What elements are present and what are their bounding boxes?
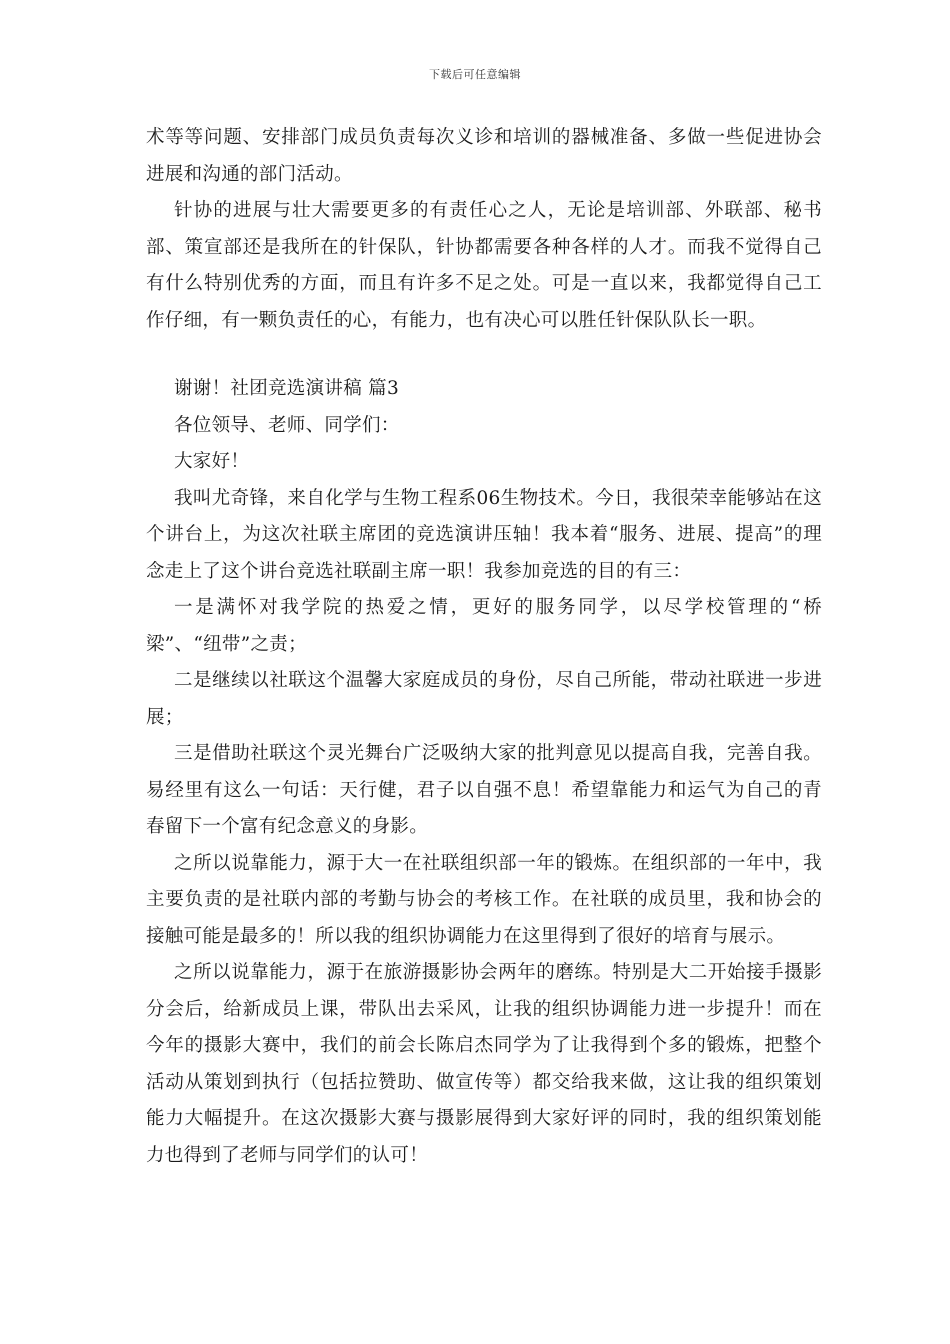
section-gap bbox=[146, 339, 822, 371]
section-title: 谢谢！社团竞选演讲稿 篇3 bbox=[174, 378, 400, 399]
paragraph: 我叫尤奇锋，来自化学与生物工程系06生物技术。今日，我很荣幸能够站在这个讲台上，为这次社联主席团的竞选演讲压轴！我本着“服务、进展、提高”的理念走上了这个讲台竞选社联副主席一职！我参加竞选的目的有三： bbox=[146, 487, 822, 582]
greeting: 大家好！ bbox=[174, 451, 250, 472]
document-body bbox=[146, 120, 822, 1174]
paragraph: 二是继续以社联这个温馨大家庭成员的身份，尽自己所能，带动社联进一步进展； bbox=[146, 670, 822, 728]
salutation: 各位领导、老师、同学们： bbox=[174, 414, 400, 436]
paragraph: 针协的进展与壮大需要更多的有责任心之人，无论是培训部、外联部、秘书部、策宣部还是我所在的针保队，针协都需要各种各样的人才。而我不觉得自己有什么特别优秀的方面，而且有许多不足之处。可是一直以来，我都觉得自己工作仔细，有一颗负责任的心，有能力，也有决心可以胜任针保队队长一职。 bbox=[146, 200, 822, 331]
header-note: 下载后可任意编辑 bbox=[429, 68, 521, 81]
paragraph-continuation: 术等等问题、安排部门成员负责每次义诊和培训的器械准备、多做一些促进协会进展和沟通的部门活动。 bbox=[146, 127, 822, 185]
paragraph: 三是借助社联这个灵光舞台广泛吸纳大家的批判意见以提高自我，完善自我。易经里有这么一句话：天行健，君子以自强不息！希望靠能力和运气为自己的青春留下一个富有纪念意义的身影。 bbox=[146, 743, 822, 837]
paragraph: 之所以说靠能力，源于大一在社联组织部一年的锻炼。在组织部的一年中，我主要负责的是社联内部的考勤与协会的考核工作。在社联的成员里，我和协会的接触可能是最多的！所以我的组织协调能力在这里得到了很好的培育与展示。 bbox=[146, 852, 822, 947]
paragraph: 之所以说靠能力，源于在旅游摄影协会两年的磨练。特别是大二开始接手摄影分会后，给新成员上课，带队出去采风，让我的组织协调能力进一步提升！而在今年的摄影大赛中，我们的前会长陈启杰同学为了让我得到个多的锻炼，把整个活动从策划到执行（包括拉赞助、做宣传等）都交给我来做，这让我的组织策划能力大幅提升。在这次摄影大赛与摄影展得到大家好评的同时，我的组织策划能力也得到了老师与同学们的认可！ bbox=[146, 962, 822, 1166]
paragraph: 一是满怀对我学院的热爱之情，更好的服务同学，以尽学校管理的“桥梁”、“纽带”之责； bbox=[146, 597, 822, 655]
